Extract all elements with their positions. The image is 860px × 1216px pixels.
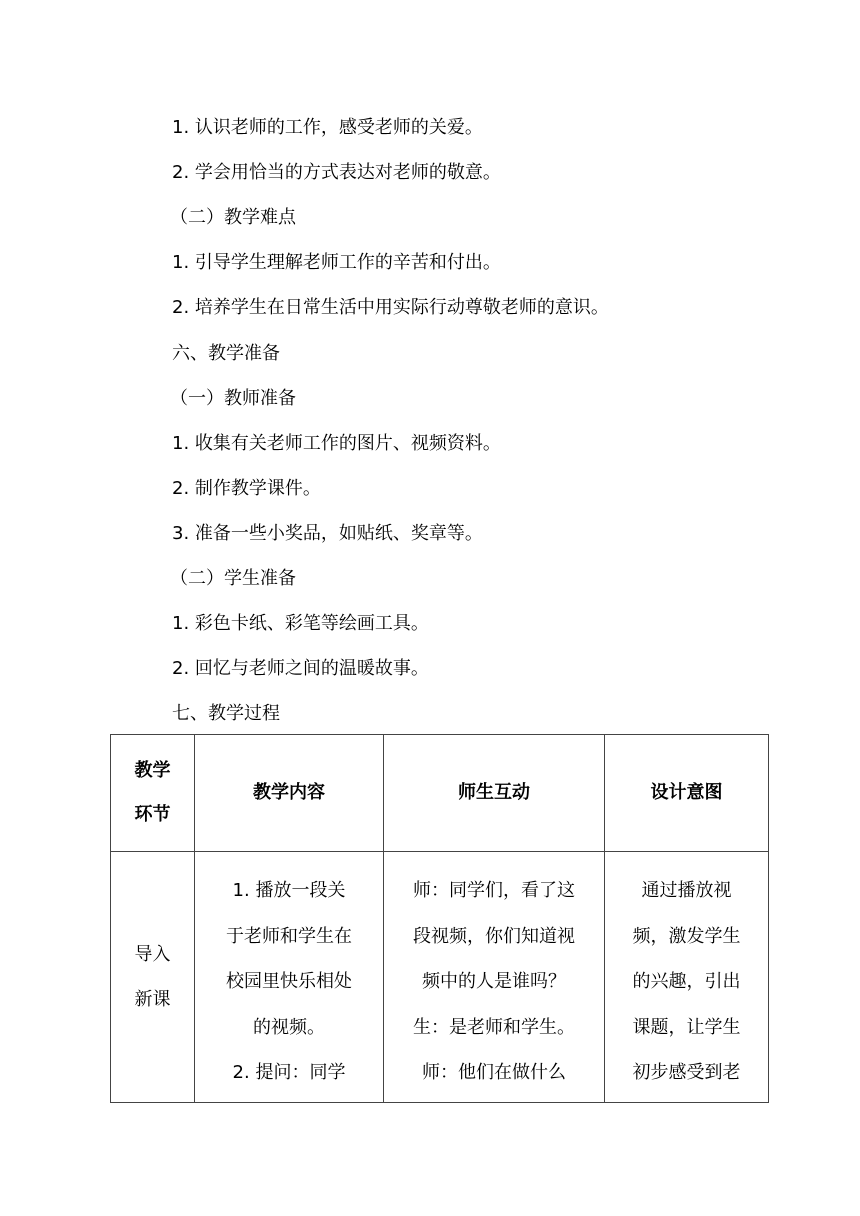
text-line: 2. 回忆与老师之间的温暖故事。 [172,658,429,679]
interaction-line: 师：同学们，看了这 [413,880,575,901]
content-line: 2. 提问：同学 [232,1062,346,1083]
interaction-line: 师：他们在做什么 [422,1062,566,1083]
text-line: 1. 彩色卡纸、彩笔等绘画工具。 [172,613,429,634]
intent-line: 初步感受到老 [632,1062,741,1083]
section-heading: 七、教学过程 [172,703,280,724]
intent-line: 通过播放视 [641,880,732,901]
section-heading: （二）学生准备 [170,568,296,589]
cell-intent [605,852,769,1103]
interaction-line: 段视频，你们知道视 [413,925,575,947]
content-line: 的视频。 [253,1016,325,1038]
table-row [111,852,769,1103]
header-stage [111,735,195,852]
content-line: 于老师和学生在 [226,925,352,947]
cell-content [195,852,384,1103]
section-heading: 六、教学准备 [172,343,280,364]
teaching-process-table [110,734,769,1103]
text-line: 3. 准备一些小奖品，如贴纸、奖章等。 [172,523,483,544]
text-line: 1. 收集有关老师工作的图片、视频资料。 [172,433,501,454]
text-line: 1. 引导学生理解老师工作的辛苦和付出。 [172,252,501,273]
header-content: 教学内容 [195,735,384,852]
cell-interaction [384,852,605,1103]
interaction-line: 频中的人是谁吗？ [422,971,566,992]
text-line: 1. 认识老师的工作，感受老师的关爱。 [172,117,483,138]
header-stage-line: 教学 [134,760,171,781]
content-line: 校园里快乐相处 [226,971,352,992]
intent-line: 频，激发学生 [632,925,741,947]
intent-line: 课题，让学生 [632,1016,741,1038]
header-stage-line: 环节 [134,804,171,825]
header-interaction: 师生互动 [384,735,605,852]
header-intent: 设计意图 [605,735,769,852]
stage-line: 新课 [134,989,171,1010]
section-heading: （二）教学难点 [170,207,296,228]
intent-line: 的兴趣，引出 [632,971,741,992]
section-heading: （一）教师准备 [170,388,296,409]
text-line: 2. 制作教学课件。 [172,478,321,499]
text-line: 2. 培养学生在日常生活中用实际行动尊敬老师的意识。 [172,297,609,318]
interaction-line: 生：是老师和学生。 [413,1016,575,1038]
text-line: 2. 学会用恰当的方式表达对老师的敬意。 [172,162,501,183]
content-line: 1. 播放一段关 [232,880,346,901]
stage-line: 导入 [134,943,171,965]
table-header-row [111,735,769,852]
cell-stage [111,852,195,1103]
